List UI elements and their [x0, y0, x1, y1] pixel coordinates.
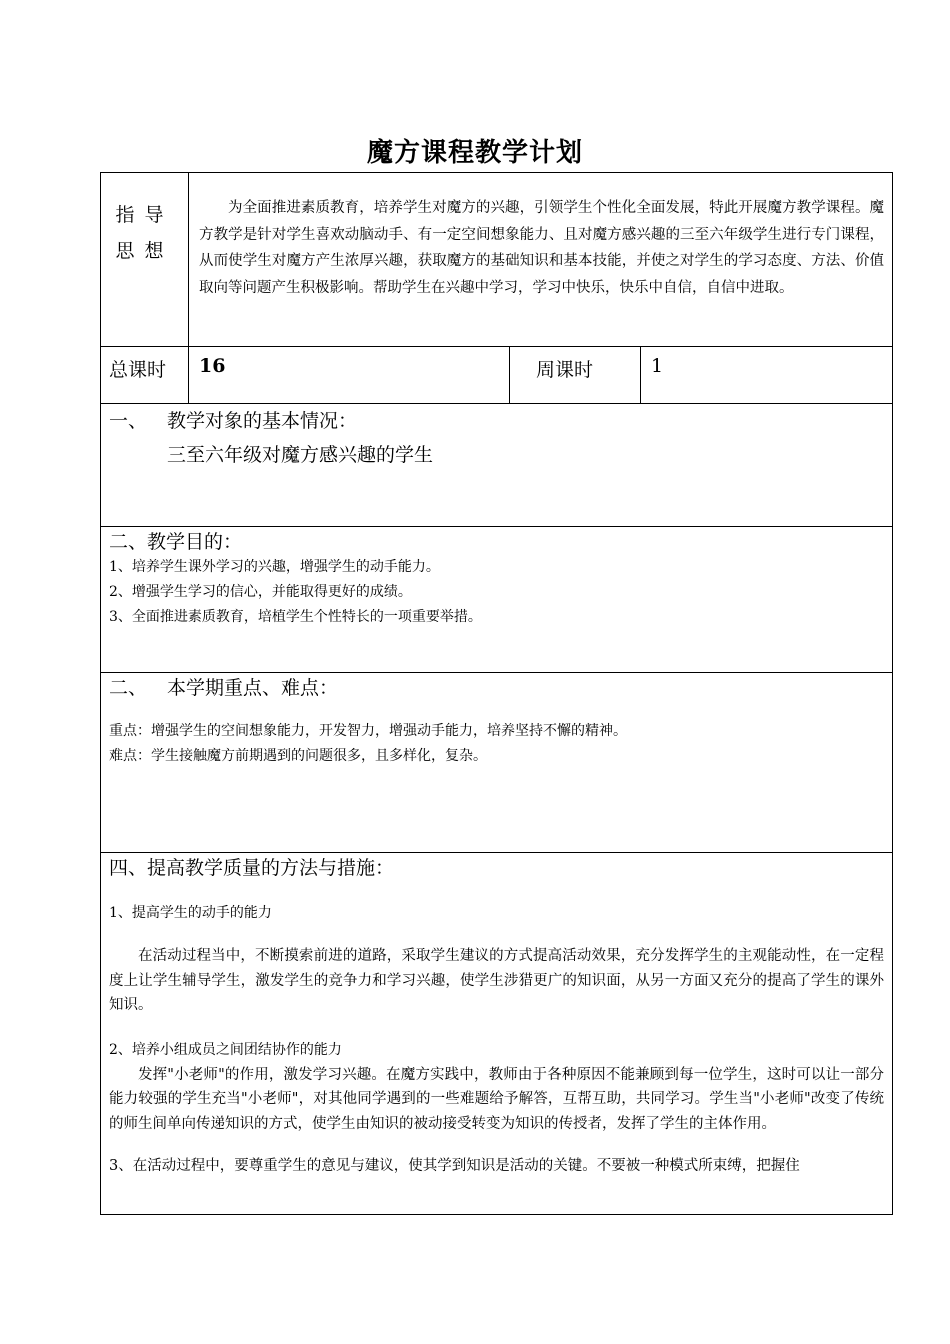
section2-item-2: 2、增强学生学习的信心，并能取得更好的成绩。: [109, 584, 412, 600]
guide-text: 为全面推进素质教育，培养学生对魔方的兴趣，引领学生个性化全面发展，特此开展魔方教学课程。魔方教学是针对学生喜欢动脑动手、有一定空间想象能力、且对魔方感兴趣的三至六年级学生进行专门课程，从而使学生对魔方产生浓厚兴趣，获取魔方的基础知识和基本技能，并使之对学生的学习态度、方法、价值取向等问题产生积极影响。帮助学生在兴趣中学习，学习中快乐，快乐中自信，自信中进取。: [189, 173, 893, 347]
weekly-hours-value: 1: [641, 347, 893, 404]
section1-heading: [109, 408, 884, 434]
guide-label-cell: [101, 173, 189, 347]
document-title: 魔方课程教学计划: [366, 138, 583, 168]
section4-item2-title: 2、培养小组成员之间团结协作的能力: [109, 1041, 342, 1058]
section1-num: 一、: [109, 410, 148, 432]
section3-heading: [109, 675, 884, 701]
section1-heading-text: 教学对象的基本情况：: [167, 410, 358, 432]
section2-item-3: 3、全面推进素质教育，培植学生个性特长的一项重要举措。: [109, 609, 482, 625]
plan-table: [100, 172, 893, 1215]
total-hours-label: 总课时: [101, 347, 189, 404]
guide-label-line1: 指导: [115, 204, 174, 226]
section1-content: 三至六年级对魔方感兴趣的学生: [167, 444, 434, 466]
section4-cell: [101, 853, 893, 1215]
section3-key-point: 重点：增强学生的空间想象能力，开发智力，增强动手能力，培养坚持不懈的精神。: [109, 723, 627, 739]
weekly-hours-label: 周课时: [510, 347, 641, 404]
section3-row: [101, 673, 893, 853]
section3-num: 二、: [109, 677, 148, 699]
section4-item3-text: 3、在活动过程中，要尊重学生的意见与建议，使其学到知识是活动的关键。不要被一种模式所束缚，把握住: [109, 1158, 800, 1174]
guide-row: [101, 173, 893, 347]
section4-item2-text: 发挥"小老师"的作用，激发学习兴趣。在魔方实践中，教师由于各种原因不能兼顾到每一位学生，这时可以让一部分能力较强的学生充当"小老师"，对其他同学遇到的一些难题给予解答，互帮互助，共同学习。学生当"小老师"改变了传统的师生间单向传递知识的方式，使学生由知识的被动接受转变为知识的传授者，发挥了学生的主体作用。: [109, 1066, 885, 1132]
section4-content: [109, 853, 884, 1213]
hours-row: [101, 347, 893, 404]
section3-cell: [101, 673, 893, 853]
section4-item1-title: 1、提高学生的动手的能力: [109, 905, 272, 921]
section4-heading: 四、提高教学质量的方法与措施：: [109, 857, 395, 879]
section4-row: [101, 853, 893, 1215]
section3-difficulty: 难点：学生接触魔方前期遇到的问题很多，且多样化，复杂。: [109, 748, 487, 764]
section2-cell: [101, 527, 893, 673]
section4-item1-text: 在活动过程当中，不断摸索前进的道路，采取学生建议的方式提高活动效果，充分发挥学生的主观能动性，在一定程度上让学生辅导学生，激发学生的竞争力和学习兴趣，使学生涉猎更广的知识面，从另一方面又充分的提高了学生的课外知识。: [109, 948, 885, 1013]
section1-row: [101, 404, 893, 527]
section3-heading-text: 本学期重点、难点：: [167, 677, 339, 699]
section2-item-1: 1、培养学生课外学习的兴趣，增强学生的动手能力。: [109, 559, 440, 575]
guide-label-line2: 思想: [115, 240, 174, 262]
section2-heading: 二、教学目的：: [109, 531, 243, 553]
total-hours-value: 16: [189, 347, 510, 404]
section1-cell: [101, 404, 893, 527]
section2-row: [101, 527, 893, 673]
